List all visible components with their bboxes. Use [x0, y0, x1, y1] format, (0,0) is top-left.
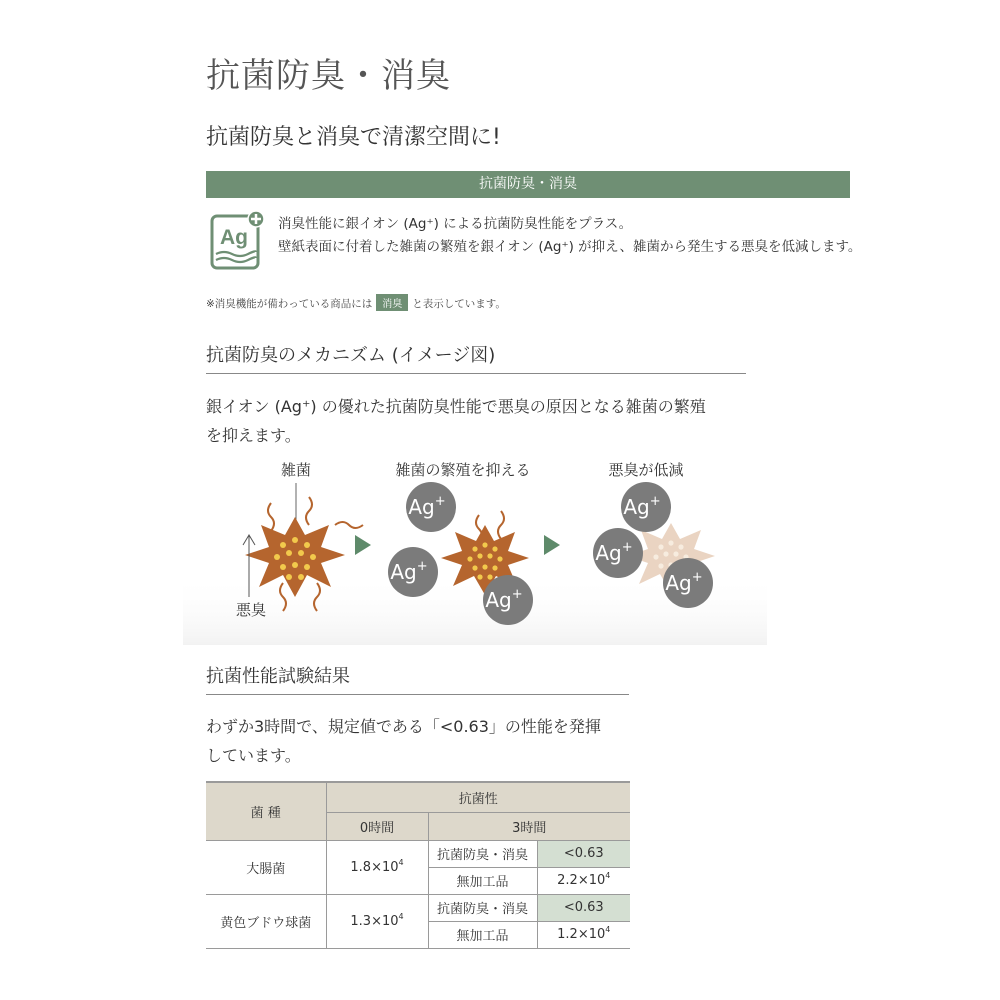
- note-text-after: と表示しています。: [412, 298, 506, 310]
- untreated-exponent: 4: [605, 871, 611, 880]
- silver-ion-icon: [406, 482, 456, 532]
- header-0h: 0時間: [326, 812, 428, 840]
- feature-description-line1: 消臭性能に銀イオン (Ag⁺) による抗菌防臭性能をプラス。: [278, 216, 633, 232]
- arrow-right-icon-2: [544, 535, 560, 555]
- silver-ion-icon: [663, 558, 713, 608]
- silver-ion-icon: [621, 482, 671, 532]
- silver-ion-icon: [388, 547, 438, 597]
- species-cell: 黄色ブドウ球菌: [206, 894, 326, 948]
- untreated-value-cell: [537, 867, 630, 894]
- mechanism-diagram: [183, 455, 767, 645]
- test-description-line2: しています。: [206, 746, 301, 765]
- feature-header-bar: 抗菌防臭・消臭: [206, 171, 850, 198]
- ion-label: Ag+: [665, 570, 703, 595]
- step1-smell-label: 悪臭: [235, 601, 267, 619]
- test-description-line1: わずか3時間で、規定値である「<0.63」の性能を発揮: [206, 717, 601, 736]
- mechanism-description: [206, 392, 766, 450]
- treated-label-cell: 抗菌防臭・消臭: [428, 894, 537, 921]
- untreated-label-cell: 無加工品: [428, 867, 537, 894]
- ion-label: Ag+: [390, 559, 428, 584]
- untreated-value: 2.2×10: [557, 873, 606, 888]
- page-title: 抗菌防臭・消臭: [206, 56, 451, 96]
- deodorant-badge: 消臭: [376, 294, 408, 311]
- mechanism-description-line2: を抑えます。: [206, 426, 301, 445]
- untreated-value-cell: [537, 921, 630, 948]
- note-text-before: ※消臭機能が備わっている商品には: [206, 298, 373, 310]
- feature-description-line2: 壁紙表面に付着した雑菌の繁殖を銀イオン (Ag⁺) が抑え、雑菌から発生する悪臭を低減します。: [278, 239, 862, 255]
- table-row: [206, 840, 630, 867]
- zero-hour-cell: [326, 840, 428, 894]
- zero-hour-value: 1.3×10: [350, 913, 399, 929]
- step3-label: 悪臭が低減: [608, 461, 684, 479]
- header-species: 菌 種: [206, 782, 326, 840]
- ion-label: Ag+: [408, 494, 446, 519]
- deodorant-note: [206, 294, 506, 311]
- species-cell: 大腸菌: [206, 840, 326, 894]
- ag-plus-logo-icon: [210, 210, 266, 270]
- test-description: [206, 712, 666, 770]
- table-row: [206, 894, 630, 921]
- logo-text: Ag: [220, 226, 248, 249]
- page-subtitle: 抗菌防臭と消臭で清潔空間に!: [206, 125, 501, 150]
- ion-label: Ag+: [623, 494, 661, 519]
- zero-hour-exponent: 4: [398, 911, 404, 921]
- ion-label: Ag+: [595, 540, 633, 565]
- untreated-label-cell: 無加工品: [428, 921, 537, 948]
- mechanism-description-line1: 銀イオン (Ag⁺) の優れた抗菌防臭性能で悪臭の原因となる雑菌の繁殖: [206, 397, 706, 416]
- treated-value-cell: <0.63: [537, 894, 630, 921]
- untreated-exponent: 4: [605, 925, 611, 934]
- step1-label: 雑菌: [280, 461, 312, 479]
- zero-hour-exponent: 4: [398, 857, 404, 867]
- bacteria-icon: [245, 517, 345, 597]
- header-3h: 3時間: [428, 812, 630, 840]
- silver-ion-icon: [593, 528, 643, 578]
- treated-value-cell: <0.63: [537, 840, 630, 867]
- treated-label-cell: 抗菌防臭・消臭: [428, 840, 537, 867]
- step2-label: 雑菌の繁殖を抑える: [395, 461, 531, 479]
- header-antibacterial: 抗菌性: [326, 782, 630, 812]
- results-table: [206, 781, 630, 949]
- ion-label: Ag+: [485, 587, 523, 612]
- zero-hour-cell: [326, 894, 428, 948]
- test-section-title: 抗菌性能試験結果: [206, 662, 629, 695]
- silver-ion-icon: [483, 575, 533, 625]
- arrow-right-icon-1: [355, 535, 371, 555]
- mechanism-section-title: 抗菌防臭のメカニズム (イメージ図): [206, 341, 746, 374]
- zero-hour-value: 1.8×10: [350, 859, 399, 875]
- untreated-value: 1.2×10: [557, 927, 606, 942]
